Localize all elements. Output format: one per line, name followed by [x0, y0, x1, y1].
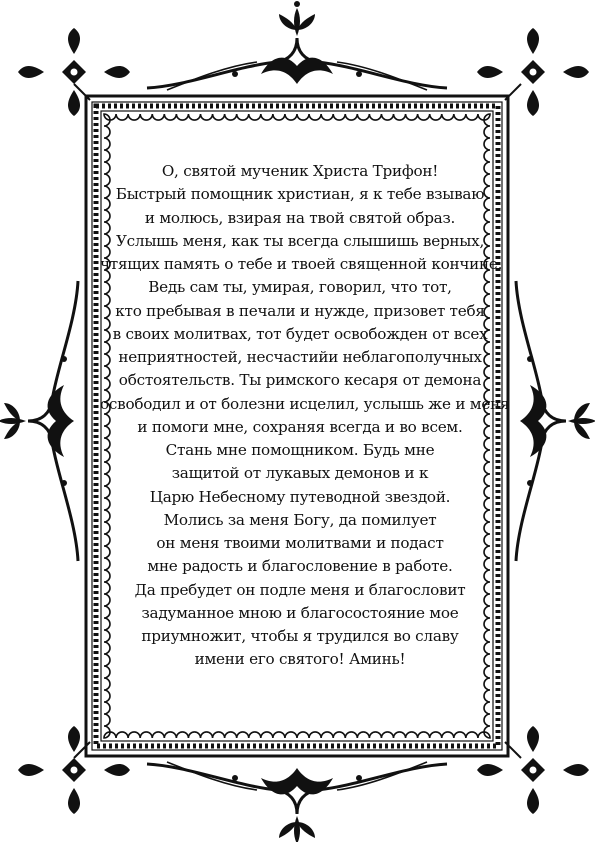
prayer-line: О, святой мученик Христа Трифон! — [161, 162, 439, 180]
prayer-line: освободил и от болезни исцелил, услышь же и меня — [100, 394, 510, 413]
prayer-line: Услышь меня, как ты всегда слышишь верных, — [115, 231, 485, 250]
prayer-line: и молюсь, взирая на твой святой образ. — [144, 208, 456, 227]
prayer-text — [100, 160, 510, 720]
prayer-line: обстоятельств. Ты римского кесаря от демона — [118, 371, 482, 390]
prayer-line: имени его святого! Аминь! — [194, 650, 406, 669]
prayer-line: Быстрый помощник христиан, я к тебе взываю — [115, 185, 485, 204]
prayer-line: Стань мне помощником. Будь мне — [165, 441, 435, 459]
prayer-line: Да пребудет он подле меня и благословит — [134, 580, 466, 599]
prayer-line: кто пребывая в печали и нужде, призовет тебя — [115, 301, 485, 320]
prayer-line: приумножит, чтобы я трудился во славу — [141, 627, 459, 645]
prayer-line: в своих молитвах, тот будет освобожден от всех — [112, 324, 488, 343]
prayer-line: чтящих память о тебе и твоей священной кончине. — [100, 255, 503, 273]
prayer-line: мне радость и благословение в работе. — [147, 557, 453, 576]
prayer-line: неприятностей, несчастийи неблагополучных — [118, 348, 482, 366]
prayer-line: задуманное мною и благосостояние мое — [141, 603, 459, 622]
prayer-line: защитой от лукавых демонов и к — [171, 464, 429, 483]
prayer-line: и помоги мне, сохраняя всегда и во всем. — [137, 417, 463, 436]
prayer-line: Царю Небесному путеводной звездой. — [149, 487, 451, 506]
prayer-line: он меня твоими молитвами и подаст — [156, 534, 444, 552]
prayer-line: Молись за меня Богу, да помилует — [163, 510, 437, 529]
prayer-line: Ведь сам ты, умирая, говорил, что тот, — [148, 278, 452, 297]
